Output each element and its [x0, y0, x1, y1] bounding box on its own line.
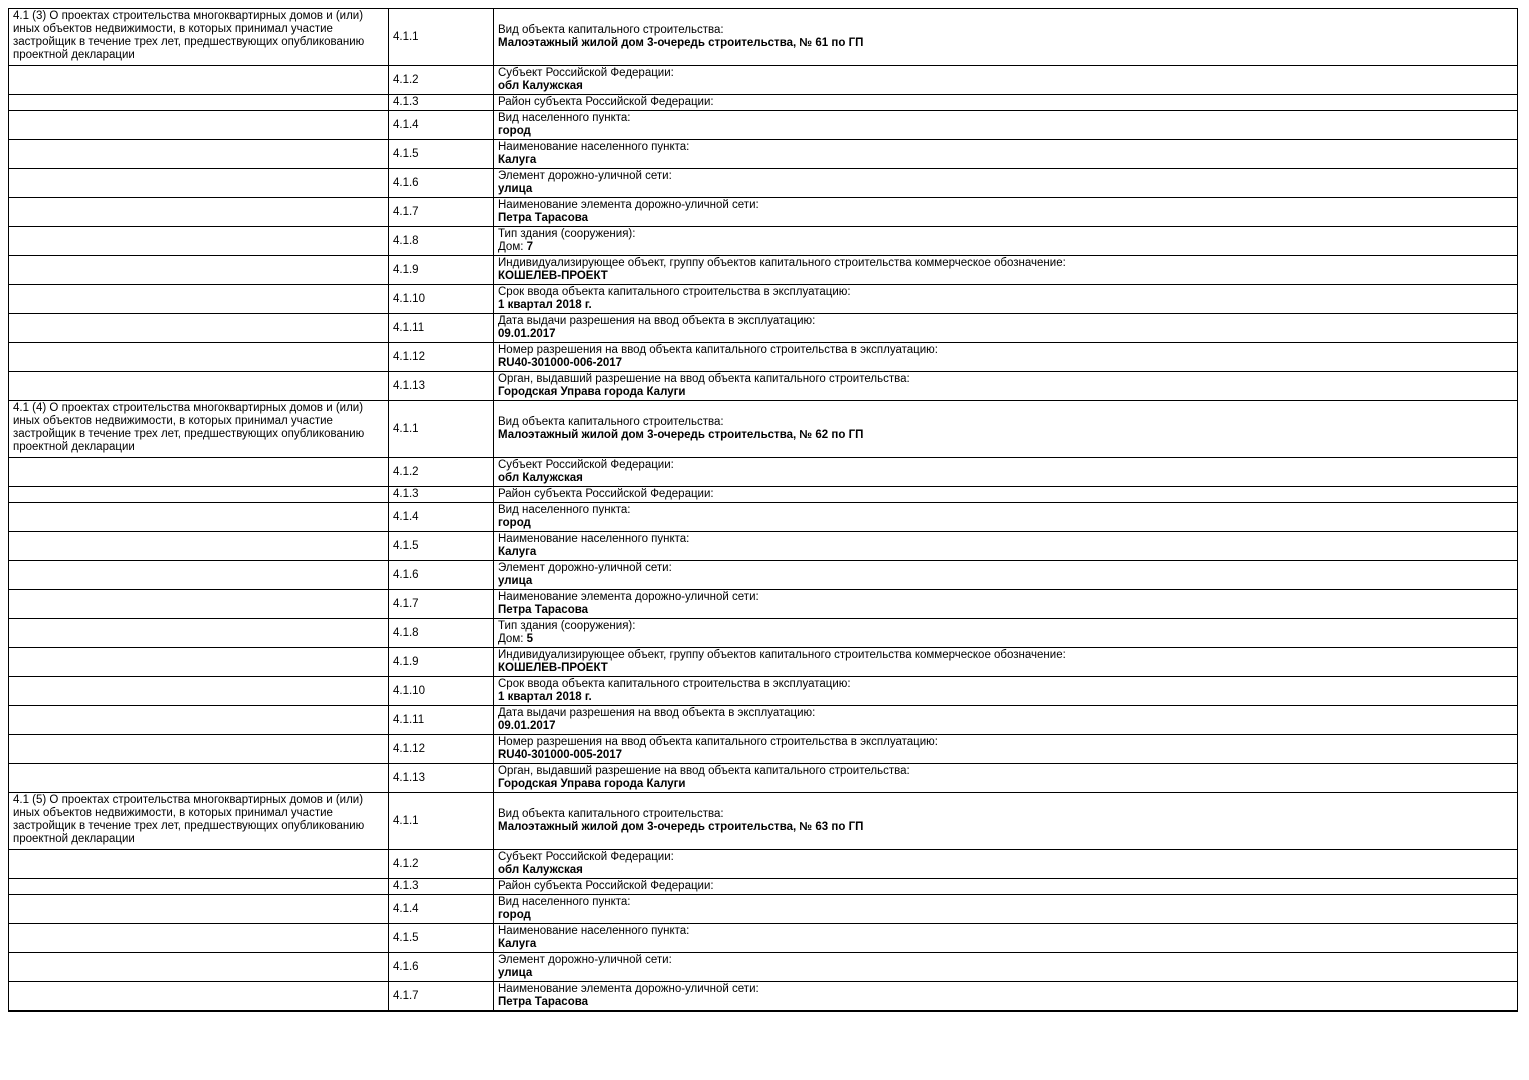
section-description-cell [9, 532, 389, 561]
table-row [9, 735, 1518, 764]
field-label: Субъект Российской Федерации: [498, 459, 674, 471]
field-value-text: Петра Тарасова [498, 604, 589, 616]
field-label: Номер разрешения на ввод объекта капитального строительства в эксплуатацию: [498, 736, 938, 748]
field-label: Вид населенного пункта: [498, 896, 631, 908]
field-value [498, 429, 1514, 442]
row-content-cell [494, 66, 1518, 95]
field-label: Наименование элемента дорожно-уличной сети: [498, 983, 759, 995]
field-value-text: Городская Управа города Калуги [498, 778, 686, 790]
field-label: Наименование элемента дорожно-уличной сети: [498, 591, 759, 603]
row-number: 4.1.3 [389, 95, 494, 111]
field-value [498, 864, 1514, 877]
row-number: 4.1.3 [389, 487, 494, 503]
field-value [498, 996, 1514, 1009]
row-content-cell [494, 924, 1518, 953]
row-number: 4.1.5 [389, 532, 494, 561]
field-value-text: улица [498, 575, 533, 587]
row-content-cell [494, 372, 1518, 401]
table-row [9, 503, 1518, 532]
field-label: Наименование населенного пункта: [498, 925, 690, 937]
field-value [498, 241, 1514, 254]
row-number: 4.1.4 [389, 895, 494, 924]
row-content-cell [494, 198, 1518, 227]
field-value-text: Калуга [498, 938, 537, 950]
table-row [9, 372, 1518, 401]
field-value [498, 328, 1514, 341]
row-number: 4.1.1 [389, 793, 494, 850]
row-number: 4.1.10 [389, 677, 494, 706]
row-content-cell [494, 487, 1518, 503]
section-description-cell [9, 169, 389, 198]
field-label: Субъект Российской Федерации: [498, 67, 674, 79]
row-content-cell [494, 9, 1518, 66]
section-description-cell [9, 458, 389, 487]
field-label: Тип здания (сооружения): [498, 620, 636, 632]
field-label: Вид населенного пункта: [498, 504, 631, 516]
field-value-text: обл Калужская [498, 864, 583, 876]
field-label: Вид населенного пункта: [498, 112, 631, 124]
table-row [9, 198, 1518, 227]
field-value-text: 09.01.2017 [498, 328, 556, 340]
field-label: Район субъекта Российской Федерации: [498, 488, 714, 500]
row-content-cell [494, 140, 1518, 169]
section-description-cell [9, 735, 389, 764]
field-value-text: Петра Тарасова [498, 996, 589, 1008]
table-row [9, 793, 1518, 850]
field-value-text: город [498, 517, 531, 529]
section-description-cell [9, 256, 389, 285]
table-row [9, 895, 1518, 924]
field-value [498, 357, 1514, 370]
section-description-cell [9, 503, 389, 532]
row-content-cell [494, 561, 1518, 590]
field-value-text: 1 квартал 2018 г. [498, 299, 592, 311]
section-description-cell [9, 764, 389, 793]
row-content-cell [494, 953, 1518, 982]
row-content-cell [494, 343, 1518, 372]
section-description-cell [9, 590, 389, 619]
section-description-cell [9, 850, 389, 879]
table-row [9, 648, 1518, 677]
row-number: 4.1.10 [389, 285, 494, 314]
table-row [9, 982, 1518, 1012]
field-label: Вид объекта капитального строительства: [498, 808, 724, 820]
row-number: 4.1.5 [389, 140, 494, 169]
field-label: Орган, выдавший разрешение на ввод объекта капитального строительства: [498, 373, 910, 385]
row-number: 4.1.6 [389, 953, 494, 982]
field-value-text: 5 [526, 633, 534, 645]
field-label: Район субъекта Российской Федерации: [498, 880, 714, 892]
field-label: Наименование населенного пункта: [498, 141, 690, 153]
table-row [9, 285, 1518, 314]
field-label: Тип здания (сооружения): [498, 228, 636, 240]
row-content-cell [494, 314, 1518, 343]
row-number: 4.1.12 [389, 343, 494, 372]
section-description-cell [9, 677, 389, 706]
row-number: 4.1.13 [389, 764, 494, 793]
row-number: 4.1.1 [389, 401, 494, 458]
field-value [498, 472, 1514, 485]
row-content-cell [494, 590, 1518, 619]
field-label: Вид объекта капитального строительства: [498, 24, 724, 36]
row-content-cell [494, 793, 1518, 850]
table-row [9, 314, 1518, 343]
section-description-cell [9, 401, 389, 458]
field-value [498, 546, 1514, 559]
table-row [9, 256, 1518, 285]
field-label: Район субъекта Российской Федерации: [498, 96, 714, 108]
field-value-text: 7 [526, 241, 534, 253]
row-content-cell [494, 401, 1518, 458]
row-content-cell [494, 169, 1518, 198]
row-content-cell [494, 879, 1518, 895]
row-number: 4.1.3 [389, 879, 494, 895]
section-description-cell [9, 343, 389, 372]
table-row [9, 532, 1518, 561]
row-number: 4.1.1 [389, 9, 494, 66]
field-value [498, 778, 1514, 791]
table-row [9, 227, 1518, 256]
table-row [9, 343, 1518, 372]
section-description-cell [9, 619, 389, 648]
section-description-cell [9, 895, 389, 924]
field-label: Наименование населенного пункта: [498, 533, 690, 545]
table-row [9, 677, 1518, 706]
section-description-cell [9, 140, 389, 169]
field-value-text: Калуга [498, 154, 537, 166]
section-description-cell [9, 285, 389, 314]
table-row [9, 140, 1518, 169]
table-row [9, 401, 1518, 458]
table-row [9, 66, 1518, 95]
row-number: 4.1.6 [389, 561, 494, 590]
field-value [498, 575, 1514, 588]
section-description-cell [9, 227, 389, 256]
row-number: 4.1.9 [389, 256, 494, 285]
table-row [9, 924, 1518, 953]
field-label: Дата выдачи разрешения на ввод объекта в эксплуатацию: [498, 707, 816, 719]
field-value [498, 749, 1514, 762]
row-number: 4.1.12 [389, 735, 494, 764]
section-description-cell [9, 982, 389, 1012]
row-content-cell [494, 706, 1518, 735]
section-description-cell [9, 198, 389, 227]
field-value [498, 154, 1514, 167]
field-value-text: КОШЕЛЕВ-ПРОЕКТ [498, 662, 608, 674]
row-content-cell [494, 764, 1518, 793]
section-description-cell [9, 953, 389, 982]
field-value [498, 938, 1514, 951]
section-description-cell [9, 111, 389, 140]
field-value-text: обл Калужская [498, 472, 583, 484]
row-number: 4.1.2 [389, 458, 494, 487]
table-row [9, 111, 1518, 140]
field-value [498, 691, 1514, 704]
section-description-cell [9, 924, 389, 953]
section-description-cell [9, 648, 389, 677]
row-number: 4.1.11 [389, 314, 494, 343]
table-row [9, 590, 1518, 619]
field-value [498, 821, 1514, 834]
field-value [498, 604, 1514, 617]
section-description: 4.1 (4) О проектах строительства многоквартирных домов и (или) иных объектов недвижимости, в которых принимал участие застройщик в течение трех лет, предшествующих опубликованию проектной декларации [13, 402, 365, 453]
field-value-text: RU40-301000-005-2017 [498, 749, 623, 761]
table-row [9, 706, 1518, 735]
row-content-cell [494, 895, 1518, 924]
row-content-cell [494, 619, 1518, 648]
field-label: Номер разрешения на ввод объекта капитального строительства в эксплуатацию: [498, 344, 938, 356]
field-value-text: город [498, 125, 531, 137]
table-row [9, 95, 1518, 111]
project-declaration-table [8, 8, 1518, 1012]
row-content-cell [494, 503, 1518, 532]
field-value-text: Калуга [498, 546, 537, 558]
field-value-text: улица [498, 183, 533, 195]
section-description-cell [9, 95, 389, 111]
field-value [498, 720, 1514, 733]
section-description: 4.1 (3) О проектах строительства многоквартирных домов и (или) иных объектов недвижимости, в которых принимал участие застройщик в течение трех лет, предшествующих опубликованию проектной декларации [13, 10, 365, 61]
field-label: Элемент дорожно-уличной сети: [498, 562, 672, 574]
row-content-cell [494, 982, 1518, 1012]
field-value [498, 517, 1514, 530]
row-content-cell [494, 95, 1518, 111]
field-value [498, 909, 1514, 922]
table-row [9, 953, 1518, 982]
section-description: 4.1 (5) О проектах строительства многоквартирных домов и (или) иных объектов недвижимости, в которых принимал участие застройщик в течение трех лет, предшествующих опубликованию проектной декларации [13, 794, 365, 845]
field-value-text: Петра Тарасова [498, 212, 589, 224]
row-content-cell [494, 227, 1518, 256]
field-value-text: город [498, 909, 531, 921]
field-value [498, 125, 1514, 138]
field-value [498, 299, 1514, 312]
field-value [498, 633, 1514, 646]
field-value [498, 386, 1514, 399]
field-value [498, 967, 1514, 980]
field-value [498, 80, 1514, 93]
field-label: Орган, выдавший разрешение на ввод объекта капитального строительства: [498, 765, 910, 777]
row-number: 4.1.8 [389, 227, 494, 256]
row-number: 4.1.9 [389, 648, 494, 677]
row-number: 4.1.11 [389, 706, 494, 735]
field-label: Индивидуализирующее объект, группу объектов капитального строительства коммерческое обозначение: [498, 257, 1066, 269]
row-number: 4.1.8 [389, 619, 494, 648]
section-description-cell [9, 793, 389, 850]
field-value [498, 662, 1514, 675]
field-value-text: RU40-301000-006-2017 [498, 357, 623, 369]
section-description-cell [9, 487, 389, 503]
row-number: 4.1.7 [389, 982, 494, 1012]
table-row [9, 879, 1518, 895]
section-description-cell [9, 561, 389, 590]
table-row [9, 169, 1518, 198]
row-content-cell [494, 285, 1518, 314]
row-content-cell [494, 850, 1518, 879]
field-value-text: Малоэтажный жилой дом 3-очередь строительства, № 62 по ГП [498, 429, 864, 441]
section-description-cell [9, 66, 389, 95]
row-number: 4.1.4 [389, 111, 494, 140]
field-value-text: 09.01.2017 [498, 720, 556, 732]
section-description-cell [9, 314, 389, 343]
row-number: 4.1.5 [389, 924, 494, 953]
field-value-text: Малоэтажный жилой дом 3-очередь строительства, № 63 по ГП [498, 821, 864, 833]
field-value [498, 183, 1514, 196]
section-description-cell [9, 706, 389, 735]
table-row [9, 764, 1518, 793]
field-value-text: обл Калужская [498, 80, 583, 92]
row-content-cell [494, 532, 1518, 561]
field-label: Индивидуализирующее объект, группу объектов капитального строительства коммерческое обозначение: [498, 649, 1066, 661]
field-label: Субъект Российской Федерации: [498, 851, 674, 863]
table-row [9, 458, 1518, 487]
row-number: 4.1.7 [389, 198, 494, 227]
field-value-prefix: Дом: [498, 633, 527, 645]
table-row [9, 850, 1518, 879]
table-row [9, 619, 1518, 648]
field-label: Дата выдачи разрешения на ввод объекта в эксплуатацию: [498, 315, 816, 327]
row-number: 4.1.6 [389, 169, 494, 198]
row-content-cell [494, 677, 1518, 706]
row-content-cell [494, 458, 1518, 487]
section-description-cell [9, 9, 389, 66]
document-page [8, 8, 1517, 1012]
field-label: Срок ввода объекта капитального строительства в эксплуатацию: [498, 286, 851, 298]
row-number: 4.1.2 [389, 850, 494, 879]
section-description-cell [9, 372, 389, 401]
field-value-text: Городская Управа города Калуги [498, 386, 686, 398]
field-value-text: 1 квартал 2018 г. [498, 691, 592, 703]
row-content-cell [494, 111, 1518, 140]
field-value-text: улица [498, 967, 533, 979]
row-number: 4.1.2 [389, 66, 494, 95]
field-value-prefix: Дом: [498, 241, 527, 253]
field-label: Срок ввода объекта капитального строительства в эксплуатацию: [498, 678, 851, 690]
field-value [498, 270, 1514, 283]
field-label: Наименование элемента дорожно-уличной сети: [498, 199, 759, 211]
section-description-cell [9, 879, 389, 895]
field-value-text: Малоэтажный жилой дом 3-очередь строительства, № 61 по ГП [498, 37, 864, 49]
field-value-text: КОШЕЛЕВ-ПРОЕКТ [498, 270, 608, 282]
field-label: Элемент дорожно-уличной сети: [498, 170, 672, 182]
field-value [498, 212, 1514, 225]
field-value [498, 37, 1514, 50]
row-number: 4.1.13 [389, 372, 494, 401]
table-row [9, 487, 1518, 503]
field-label: Элемент дорожно-уличной сети: [498, 954, 672, 966]
field-label: Вид объекта капитального строительства: [498, 416, 724, 428]
row-content-cell [494, 735, 1518, 764]
table-row [9, 561, 1518, 590]
row-number: 4.1.4 [389, 503, 494, 532]
table-body [9, 9, 1518, 1012]
row-content-cell [494, 256, 1518, 285]
table-row [9, 9, 1518, 66]
row-number: 4.1.7 [389, 590, 494, 619]
row-content-cell [494, 648, 1518, 677]
